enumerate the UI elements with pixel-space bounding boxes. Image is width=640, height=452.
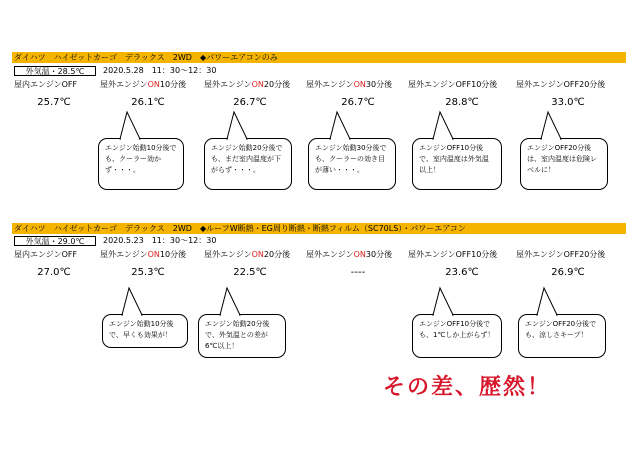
row2-col-value: 23.6℃ xyxy=(445,267,479,278)
row2-col-value: 26.9℃ xyxy=(551,267,585,278)
row1-bubble-off-20: エンジンOFF20分後は、室内温度は危険レベルに！ xyxy=(520,138,608,190)
row1-col-on-10 xyxy=(100,80,205,109)
row2-col-label: 屋外エンジンON20分後 xyxy=(204,250,291,259)
row2-col-label: 屋外エンジンOFF20分後 xyxy=(516,250,606,259)
row1-bubble-off-10: エンジンOFF10分後で、室内温度は外気温以上！ xyxy=(412,138,502,190)
row2-col-off-10 xyxy=(408,250,513,279)
row1-col-label: 屋外エンジンON10分後 xyxy=(100,80,187,89)
row2-col-label: 屋外エンジンON10分後 xyxy=(100,250,187,259)
row1-col-label: 屋内エンジンOFF xyxy=(14,80,78,89)
row2-col-label: 屋外エンジンON30分後 xyxy=(306,250,393,259)
row2-col-value: 22.5℃ xyxy=(233,267,267,278)
row2-col-label: 屋内エンジンOFF xyxy=(14,250,78,259)
row2-bubble-on-20: エンジン始動20分後で、外気温との差が6℃以上！ xyxy=(198,314,286,358)
row1-date: 2020.5.28 11：30～12：30 xyxy=(103,66,217,75)
row1-col-value: 33.0℃ xyxy=(551,97,585,108)
row1-bubble-on-10: エンジン始動10分後でも、クーラー効かず・・・。 xyxy=(98,138,184,190)
row1-bubble-tail xyxy=(428,110,468,140)
row1-bubble-tail xyxy=(115,110,155,140)
row2-col-on-30 xyxy=(306,250,411,279)
row1-col-value: 28.8℃ xyxy=(445,97,479,108)
row1-bubble-on-20: エンジン始動20分後でも、まだ室内温度が下がらず・・・。 xyxy=(204,138,292,190)
row2-header-band xyxy=(12,223,626,234)
row2-bubble-tail xyxy=(215,286,255,316)
row2-col-value: ---- xyxy=(350,267,366,278)
row1-col-label: 屋外エンジンOFF20分後 xyxy=(516,80,606,89)
row1-col-label: 屋外エンジンON30分後 xyxy=(306,80,393,89)
row2-date: 2020.5.23 11：30～12：30 xyxy=(103,236,217,245)
row2-bubble-off-10: エンジンOFF10分後でも、1℃しか上がらず！ xyxy=(412,314,502,358)
slogan-text: その差、歴然！ xyxy=(383,375,552,400)
row2-col-label: 屋外エンジンOFF10分後 xyxy=(408,250,498,259)
row2-col-on-20 xyxy=(204,250,309,279)
row1-col-value: 26.1℃ xyxy=(131,97,165,108)
row1-col-off-10 xyxy=(408,80,513,109)
row2-col-value: 27.0℃ xyxy=(37,267,71,278)
row1-col-label: 屋外エンジンOFF10分後 xyxy=(408,80,498,89)
row1-col-value: 26.7℃ xyxy=(233,97,267,108)
row1-bubble-tail xyxy=(222,110,262,140)
row1-col-value: 26.7℃ xyxy=(341,97,375,108)
row1-bubble-tail xyxy=(325,110,365,140)
row2-bubble-tail xyxy=(117,286,157,316)
row1-col-off-20 xyxy=(516,80,621,109)
row1-col-value: 25.7℃ xyxy=(37,97,71,108)
row2-col-value: 25.3℃ xyxy=(131,267,165,278)
row2-bubble-tail xyxy=(428,286,468,316)
row2-header-text: ダイハツ ハイゼットカーゴ デラックス 2WD ◆ルーフW断熱・EG周り断熱・断熱フィルム（SC70LS）・パワーエアコン xyxy=(14,224,466,233)
row1-header-text: ダイハツ ハイゼットカーゴ デラックス 2WD ◆パワーエアコンのみ xyxy=(14,53,278,62)
row2-col-on-10 xyxy=(100,250,205,279)
row1-col-label: 屋外エンジンON20分後 xyxy=(204,80,291,89)
row1-col-on-30 xyxy=(306,80,411,109)
row1-header-band xyxy=(12,52,626,63)
row1-outside-temp: 外気温・28.5℃ xyxy=(14,66,96,76)
row1-bubble-tail xyxy=(536,110,576,140)
row1-col-on-20 xyxy=(204,80,309,109)
row2-outside-temp: 外気温・29.0℃ xyxy=(14,236,96,246)
row2-bubble-off-20: エンジンOFF20分後でも、涼しさキープ！ xyxy=(518,314,606,358)
row1-bubble-on-30: エンジン始動30分後でも、クーラーの効き目が薄い・・・。 xyxy=(308,138,396,190)
row2-col-off-20 xyxy=(516,250,621,279)
row2-bubble-on-10: エンジン始動10分後で、早くも効果が！ xyxy=(102,314,188,348)
row2-bubble-tail xyxy=(532,286,572,316)
